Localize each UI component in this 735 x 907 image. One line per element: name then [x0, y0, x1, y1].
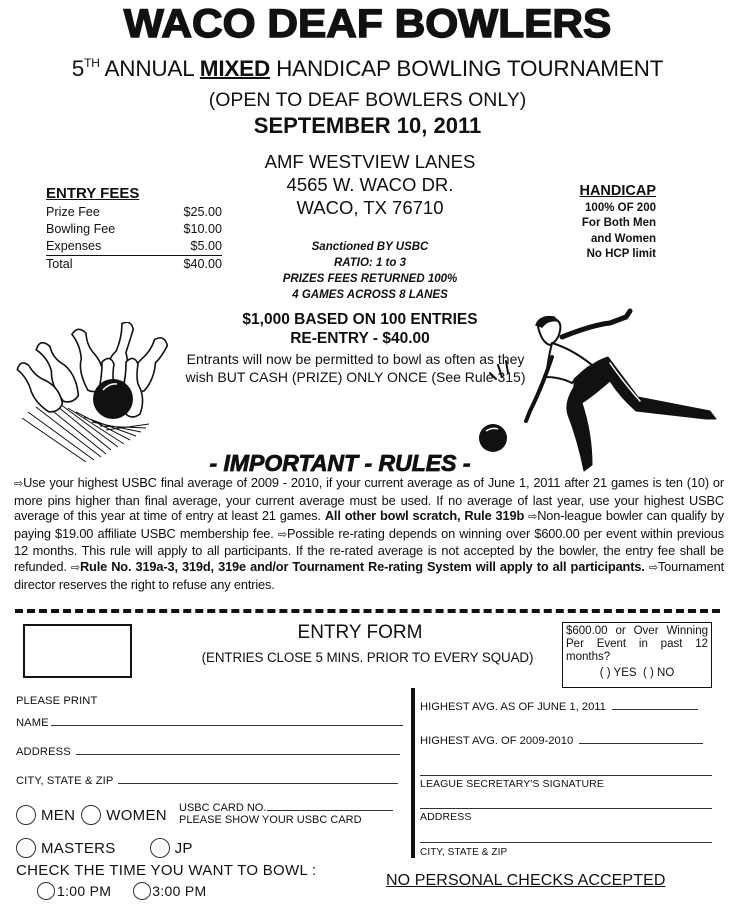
subtitle-mixed: MIXED	[199, 56, 271, 81]
fee-label: Expenses	[46, 239, 102, 253]
sanction-block	[220, 239, 520, 303]
highest-avg-0910-input-line[interactable]	[579, 743, 703, 744]
winnings-question: $600.00 or Over Winning Per Event in past 12 months?	[566, 625, 708, 663]
jp-radio[interactable]	[150, 838, 170, 858]
name-input-line[interactable]	[51, 725, 403, 726]
flyer-title: WACO DEAF BOWLERS	[123, 2, 612, 46]
city-state-zip-input-line[interactable]	[118, 783, 398, 784]
secretary-city-label: CITY, STATE & ZIP	[420, 847, 508, 858]
highest-avg-june-label: HIGHEST AVG. AS OF JUNE 1, 2011	[420, 701, 606, 713]
women-radio[interactable]	[81, 805, 101, 825]
usbc-card-label: USBC CARD NO.	[179, 802, 267, 814]
fee-row	[46, 204, 222, 221]
secretary-city-line[interactable]	[420, 842, 712, 843]
winnings-no-option[interactable]: ( ) NO	[642, 667, 675, 679]
time-3pm-label: 3:00 PM	[152, 883, 207, 899]
tournament-date: SEPTEMBER 10, 2011	[253, 113, 482, 138]
highest-avg-june-input-line[interactable]	[612, 709, 698, 710]
sanction-line: Sanctioned BY USBC	[311, 241, 429, 253]
winnings-yes-option[interactable]: ( ) YES	[599, 667, 637, 679]
winnings-answer	[566, 667, 708, 680]
highest-avg-june-field[interactable]	[420, 701, 698, 713]
division-options	[16, 838, 193, 858]
city-state-zip-label: CITY, STATE & ZIP	[16, 775, 114, 787]
venue-block	[220, 150, 520, 219]
secretary-address-line[interactable]	[420, 808, 712, 809]
handicap-line: 100% OF 200	[585, 201, 656, 214]
cut-line-divider	[15, 609, 720, 613]
rule-nonleague: Non-league bowler can qualify by paying $19.00 affiliate USBC membership fee.	[14, 508, 724, 541]
subtitle-rest: HANDICAP BOWLING TOURNAMENT	[270, 56, 664, 81]
usbc-card-note: PLEASE SHOW YOUR USBC CARD	[179, 813, 362, 826]
entry-fees-table	[46, 185, 222, 272]
usbc-card-field[interactable]	[179, 803, 393, 826]
highest-avg-0910-field[interactable]	[420, 735, 703, 747]
fee-label: Prize Fee	[46, 205, 100, 219]
please-print-label: PLEASE PRINT	[16, 695, 98, 707]
masters-label: MASTERS	[41, 839, 116, 857]
edition-number: 5	[71, 56, 85, 81]
subtitle-annual: ANNUAL	[99, 56, 200, 81]
ratio-line: RATIO: 1 to 3	[334, 257, 406, 269]
fee-total-label: Total	[46, 257, 73, 271]
handicap-block	[556, 184, 656, 263]
jp-label: JP	[174, 839, 193, 857]
time-1pm-label: 1:00 PM	[57, 883, 112, 899]
rule-rerating: Possible re-rating depends on winning over $600.00 per event within previous 12 months. This rule will apply to all participants. If the re-rated average is not accepted by the bowler, the entry fee shall be refunded.	[14, 525, 724, 574]
rules-heading: - IMPORTANT - RULES -	[209, 450, 471, 476]
winnings-question-box	[562, 622, 712, 688]
fee-total-row	[46, 255, 222, 272]
fee-amount: $10.00	[183, 222, 222, 236]
masters-radio[interactable]	[16, 838, 36, 858]
handicap-line: For Both Men	[581, 217, 656, 229]
time-1pm-radio[interactable]	[37, 882, 55, 900]
form-column-divider	[411, 688, 415, 858]
handicap-heading: HANDICAP	[579, 183, 656, 199]
time-3pm-radio[interactable]	[133, 882, 151, 900]
bowler-illustration	[470, 305, 730, 480]
address-field[interactable]	[16, 746, 400, 758]
fee-amount: $5.00	[190, 239, 222, 253]
eligibility-note: (OPEN TO DEAF BOWLERS ONLY)	[208, 89, 527, 111]
city-state-zip-field[interactable]	[16, 775, 398, 787]
fee-label: Bowling Fee	[46, 222, 116, 236]
time-options	[37, 882, 207, 900]
rule-average: Use your highest USBC final average of 2009 - 2010, if your current average as of June 1, 2011 after 21 games is ten (10) or more pins higher than final average, your current average must be used. If no average of last year, use your highest USBC average of this year at time of entry at least 21 games.	[14, 475, 724, 524]
reentry-note-line: Entrants will now be permitted to bowl as often as they	[186, 351, 525, 367]
games-line: 4 GAMES ACROSS 8 LANES	[292, 289, 448, 301]
tournament-subtitle	[0, 56, 735, 82]
secretary-address-label: ADDRESS	[420, 811, 472, 823]
name-label: NAME	[16, 717, 49, 729]
venue-name: AMF WESTVIEW LANES	[264, 151, 476, 172]
entry-form-title: ENTRY FORM	[297, 622, 423, 643]
rules-text	[14, 475, 724, 592]
fee-row	[46, 221, 222, 238]
men-label: MEN	[41, 806, 76, 824]
rule-director: Tournament director reserves the right to refuse any entries.	[14, 558, 724, 592]
name-field[interactable]	[16, 717, 403, 729]
men-radio[interactable]	[16, 805, 36, 825]
entry-form-deadline: (ENTRIES CLOSE 5 MINS. PRIOR TO EVERY SQUAD)	[201, 650, 534, 665]
reentry-fee: RE-ENTRY - $40.00	[290, 330, 430, 347]
arrow-icon: ⇨	[277, 528, 287, 541]
venue-city: WACO, TX 76710	[296, 197, 444, 218]
fee-row	[46, 238, 222, 255]
edition-suffix: TH	[84, 56, 100, 70]
venue-street: 4565 W. WACO DR.	[286, 174, 454, 195]
gender-options	[16, 805, 167, 825]
reentry-note-line: wish BUT CASH (PRIZE) ONLY ONCE (See Rule 315)	[185, 369, 526, 385]
rule-numbers: Rule No. 319a-3, 319d, 319e and/or Tournament Re-rating System will apply to all participants.	[79, 558, 645, 574]
office-use-box	[23, 624, 132, 678]
fee-amount: $25.00	[183, 205, 222, 219]
highest-avg-0910-label: HIGHEST AVG. OF 2009-2010	[420, 735, 574, 747]
arrow-icon: ⇨	[14, 478, 24, 490]
league-signature-line[interactable]	[420, 775, 712, 776]
handicap-line: and Women	[591, 232, 656, 245]
entry-fees-heading: ENTRY FEES	[46, 185, 140, 202]
arrow-icon: ⇨	[648, 561, 658, 574]
arrow-icon: ⇨	[70, 561, 80, 574]
prize-return-line: PRIZES FEES RETURNED 100%	[282, 273, 458, 285]
arrow-icon: ⇨	[528, 511, 538, 524]
fee-total-amount: $40.00	[183, 257, 222, 271]
handicap-line: No HCP limit	[586, 248, 656, 260]
address-input-line[interactable]	[76, 754, 400, 755]
address-label: ADDRESS	[16, 746, 71, 758]
women-label: WOMEN	[106, 806, 167, 824]
rule-scratch: All other bowl scratch, Rule 319b	[324, 508, 525, 524]
bowl-time-prompt: CHECK THE TIME YOU WANT TO BOWL :	[16, 862, 317, 879]
bowling-pins-illustration	[6, 322, 186, 462]
no-personal-checks-notice: NO PERSONAL CHECKS ACCEPTED	[386, 872, 666, 889]
usbc-card-input-line[interactable]	[267, 810, 393, 811]
prize-total: $1,000 BASED ON 100 ENTRIES	[242, 311, 478, 328]
league-signature-label: LEAGUE SECRETARY'S SIGNATURE	[420, 778, 604, 790]
